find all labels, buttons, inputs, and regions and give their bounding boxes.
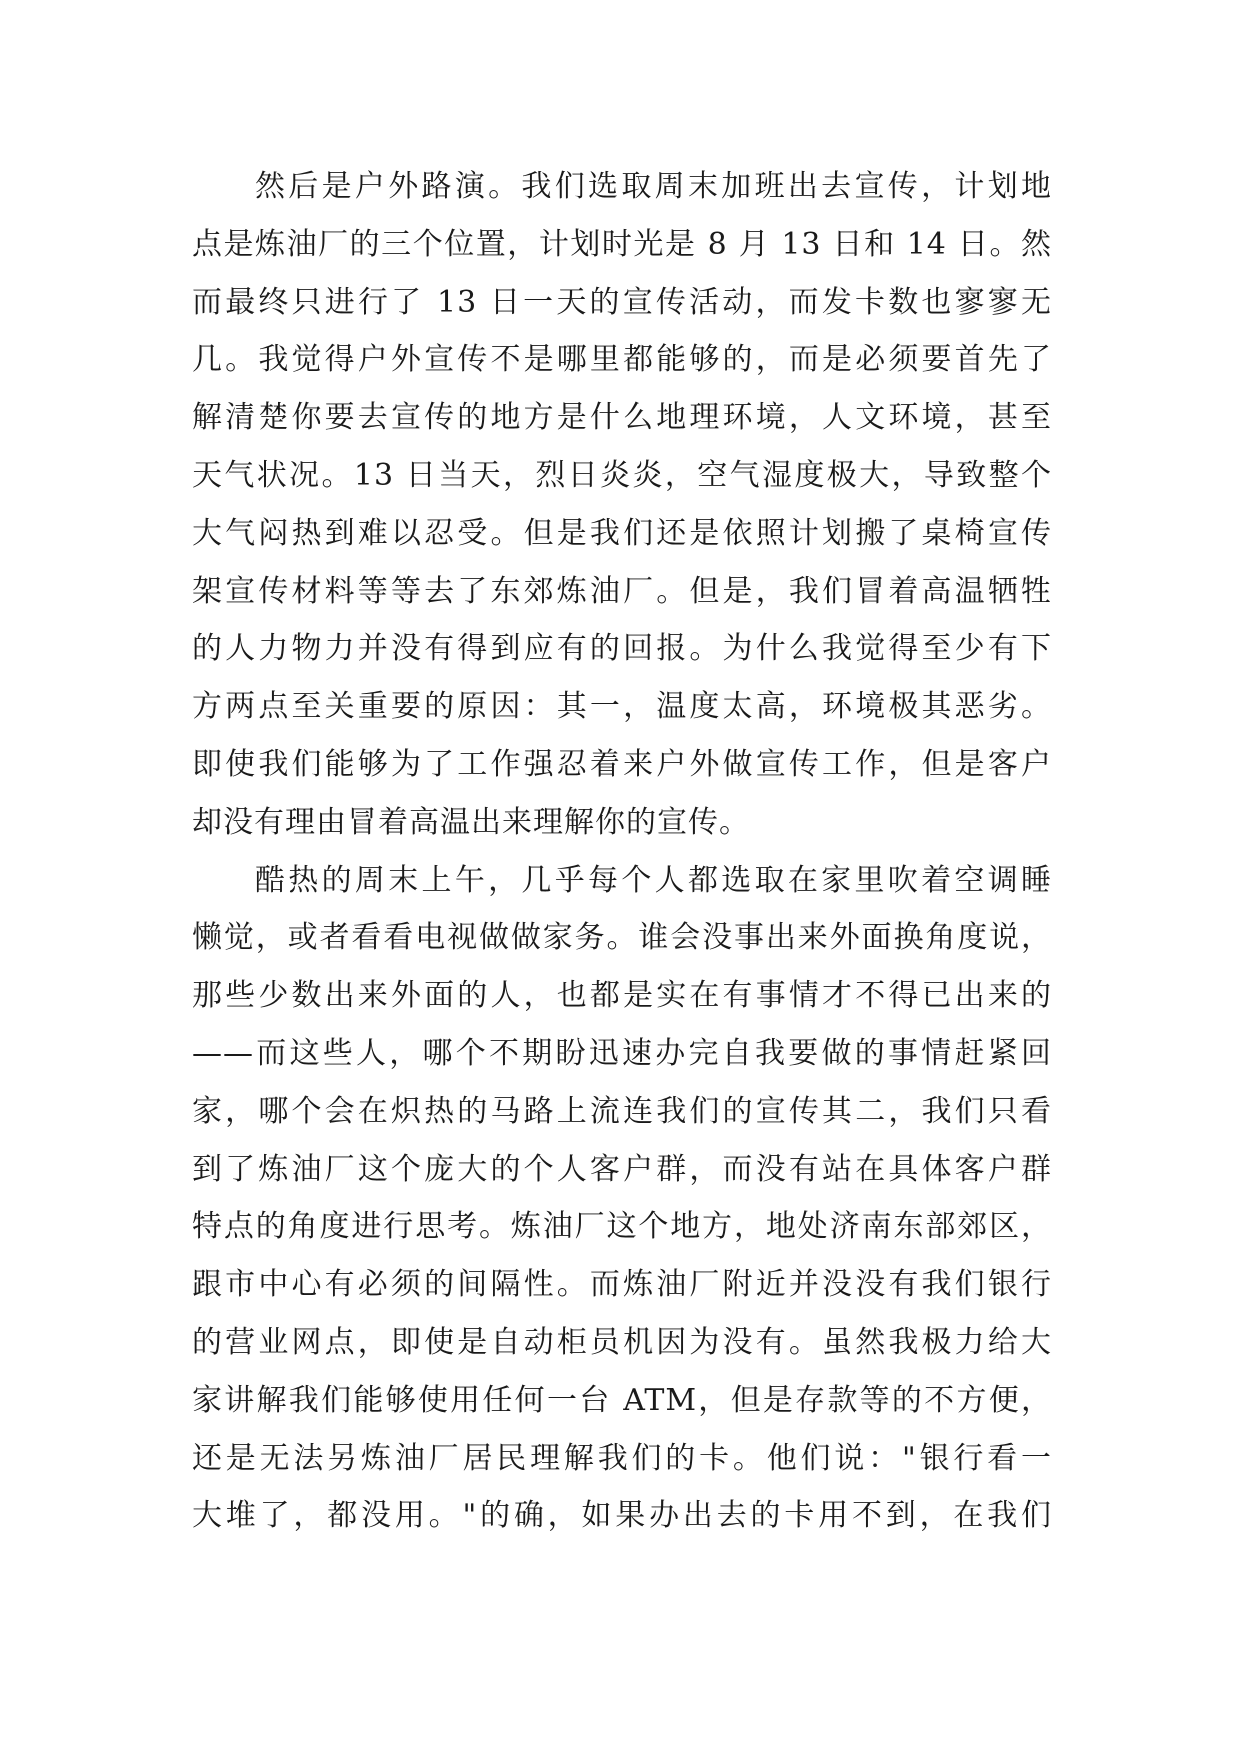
text-line: 解清楚你要去宣传的地方是什么地理环境，人文环境，甚至 <box>192 400 1052 436</box>
text-line: 那些少数出来外面的人，也都是实在有事情才不得已出来的 <box>192 978 1052 1014</box>
text-line: 跟市中心有必须的间隔性。而炼油厂附近并没没有我们银行 <box>192 1267 1052 1303</box>
text-line: 酷热的周末上午，几乎每个人都选取在家里吹着空调睡 <box>255 862 1052 898</box>
text-line: 几。我觉得户外宣传不是哪里都能够的，而是必须要首先了 <box>192 342 1052 378</box>
text-line: 家，哪个会在炽热的马路上流连我们的宣传其二，我们只看 <box>192 1093 1052 1129</box>
text-line: 即使我们能够为了工作强忍着来户外做宣传工作，但是客户 <box>192 746 1052 782</box>
text-line: 到了炼油厂这个庞大的个人客户群，而没有站在具体客户群 <box>192 1151 1052 1187</box>
text-line: 然后是户外路演。我们选取周末加班出去宣传，计划地 <box>255 169 1052 204</box>
text-line: 大气闷热到难以忍受。但是我们还是依照计划搬了桌椅宣传 <box>192 515 1052 551</box>
text-line: 天气状况。13 日当天，烈日炎炎，空气湿度极大，导致整个 <box>192 457 1052 493</box>
text-line: 的营业网点，即使是自动柜员机因为没有。虽然我极力给大 <box>192 1324 1052 1360</box>
paragraph-1 <box>192 158 1052 852</box>
text-line: 的人力物力并没有得到应有的回报。为什么我觉得至少有下 <box>192 631 1052 667</box>
paragraph-2 <box>192 852 1052 1546</box>
body-text <box>192 158 1052 1545</box>
text-line: 大堆了，都没用。"的确，如果办出去的卡用不到，在我们 <box>192 1498 1052 1534</box>
text-line: 还是无法另炼油厂居民理解我们的卡。他们说："银行看一 <box>192 1440 1052 1476</box>
text-line: 方两点至关重要的原因：其一，温度太高，环境极其恶劣。 <box>192 689 1052 725</box>
text-line: 懒觉，或者看看电视做做家务。谁会没事出来外面换角度说， <box>192 920 1052 956</box>
text-line: 家讲解我们能够使用任何一台 ATM，但是存款等的不方便， <box>192 1382 1052 1418</box>
text-line: 而最终只进行了 13 日一天的宣传活动，而发卡数也寥寥无 <box>192 284 1052 320</box>
text-line: 架宣传材料等等去了东郊炼油厂。但是，我们冒着高温牺牲 <box>192 573 1052 609</box>
text-line: 却没有理由冒着高温出来理解你的宣传。 <box>192 804 750 840</box>
text-line: ——而这些人，哪个不期盼迅速办完自我要做的事情赶紧回 <box>192 1035 1052 1071</box>
text-line: 特点的角度进行思考。炼油厂这个地方，地处济南东部郊区， <box>192 1209 1052 1245</box>
text-line: 点是炼油厂的三个位置，计划时光是 8 月 13 日和 14 日。然 <box>192 226 1052 262</box>
